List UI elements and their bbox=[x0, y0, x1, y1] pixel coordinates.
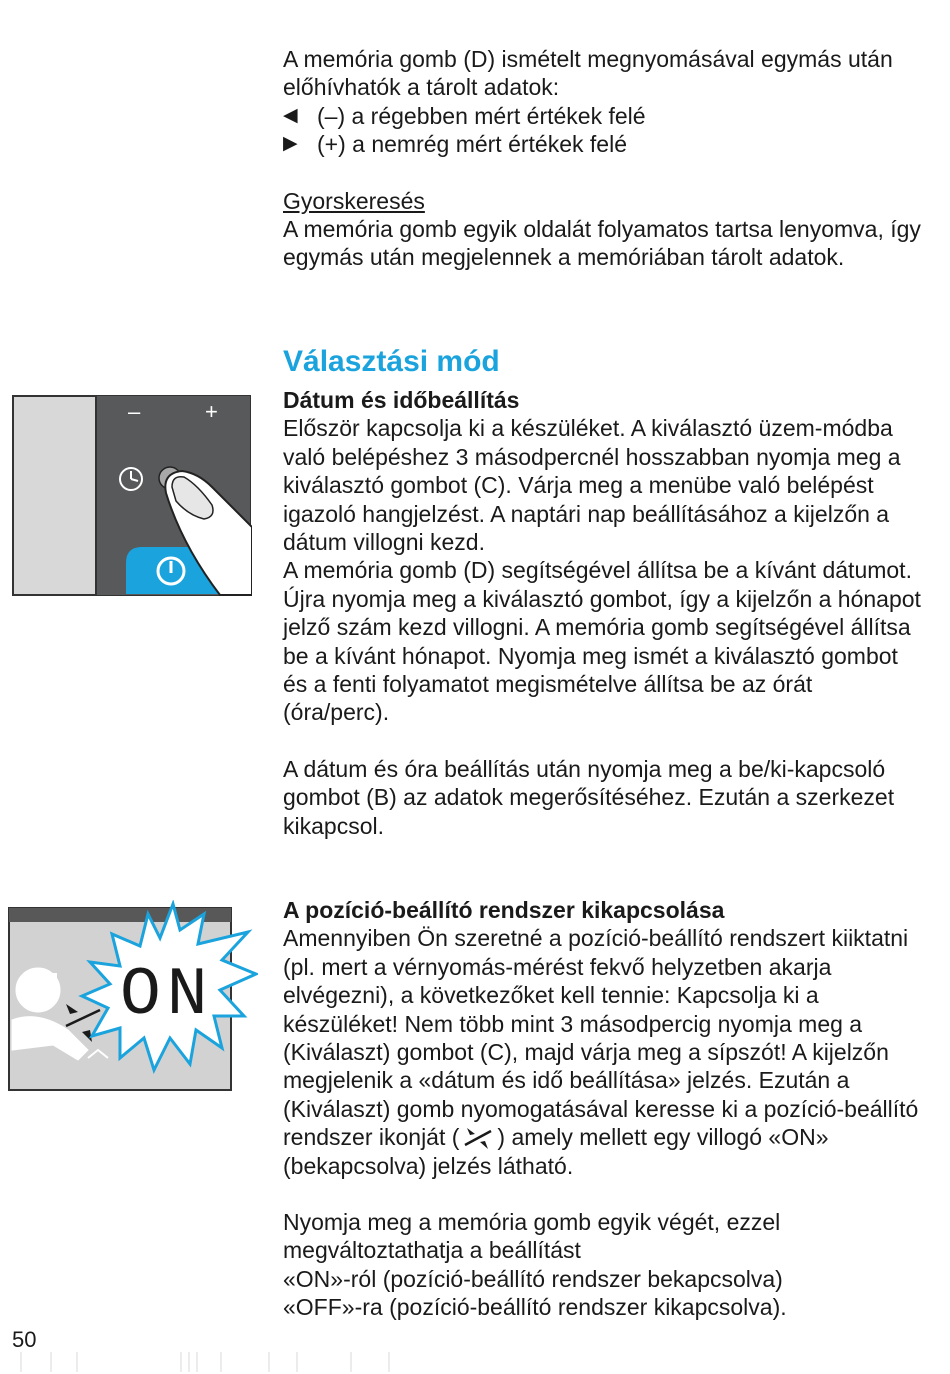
position-system-title: A pozíció-beállító rendszer kikapcsolása bbox=[283, 897, 725, 923]
display-figure bbox=[8, 900, 258, 1092]
intro-block bbox=[283, 45, 923, 272]
footer-marks bbox=[20, 1352, 440, 1374]
plus-label: + bbox=[205, 399, 218, 424]
position-system-block bbox=[283, 896, 923, 1322]
selection-mode-section bbox=[283, 344, 923, 840]
quick-search-text: A memória gomb egyik oldalát folyamatos tartsa lenyomva, így egymás után megjelennek a memóriában tárolt adatok. bbox=[283, 216, 921, 271]
minus-label: – bbox=[128, 399, 141, 424]
device-figure bbox=[12, 395, 252, 597]
position-system-off-line: «OFF»-ra (pozíció-beállító rendszer kikapcsolva). bbox=[283, 1294, 787, 1321]
bullet-newer-text: (+) a nemrég mért értékek felé bbox=[317, 131, 627, 158]
bullet-newer bbox=[283, 130, 923, 158]
date-time-paragraph-1: Először kapcsolja ki a készüléket. A kiválasztó üzem-módba való belépéshez 3 másodpercnél hosszabban nyomja meg a kiválasztó gombot (C). Várja meg a menübe való belépést igazoló hangjelzést. A naptári nap beállításához a kijelzőn a dátum villogni kezd. bbox=[283, 415, 901, 556]
position-system-paragraph-2: Nyomja meg a memória gomb egyik végét, ezzel megváltoztathatja a beállítást bbox=[283, 1209, 781, 1264]
position-system-on-line: «ON»-ról (pozíció-beállító rendszer bekapcsolva) bbox=[283, 1265, 783, 1292]
quick-search-title: Gyorskeresés bbox=[283, 187, 425, 214]
position-system-paragraph-1: Amennyiben Ön szeretné a pozíció-beállító rendszert kiiktatni (pl. mert a vérnyomás-mérést fekvő helyzetben akarja elvégezni), a következőket kell tennie: Kapcsolja ki a készüléket! Nem több mint 3 másodpercig nyomja meg a (Kiválaszt) gombot (C), majd várja meg a sípszót! A kijelzőn megjelenik a «dátum és idő beállítása» jelzés. Ezután a (Kiválaszt) gomb nyomogatásával keresse ki a pozíció-beállító rendszer ikonját ( ) amely mellett egy villogó «ON» (bekapcsolva) jelzés látható. bbox=[283, 925, 919, 1179]
arrow-right-icon: ▶ bbox=[283, 133, 298, 155]
bullet-older-text: (–) a régebben mért értékek felé bbox=[317, 102, 646, 129]
display-text: ON bbox=[120, 957, 214, 1034]
bullet-older bbox=[283, 102, 923, 130]
arrow-left-icon: ◀ bbox=[283, 104, 298, 126]
date-time-paragraph-3: A dátum és óra beállítás után nyomja meg a be/ki-kapcsoló gombot (B) az adatok megerősítéséhez. Ezután a szerkezet kikapcsol. bbox=[283, 755, 895, 839]
date-time-title: Dátum és időbeállítás bbox=[283, 387, 520, 413]
section-title: Választási mód bbox=[283, 345, 500, 378]
date-time-paragraph-2: A memória gomb (D) segítségével állítsa be a kívánt dátumot. Újra nyomja meg a kiválasztó gombot, így a kijelzőn a hónapot jelző szám kezd villogni. A memória gomb segítségével állítsa be a kívánt hónapot. Nyomja meg ismét a kiválasztó gombot és a fenti folyamatot megismételve állítsa be az órát (óra/perc). bbox=[283, 557, 921, 726]
intro-text: A memória gomb (D) ismételt megnyomásával egymás után előhívhatók a tárolt adatok: bbox=[283, 46, 893, 101]
page-number: 50 bbox=[12, 1327, 37, 1352]
position-system-icon bbox=[459, 1125, 497, 1151]
